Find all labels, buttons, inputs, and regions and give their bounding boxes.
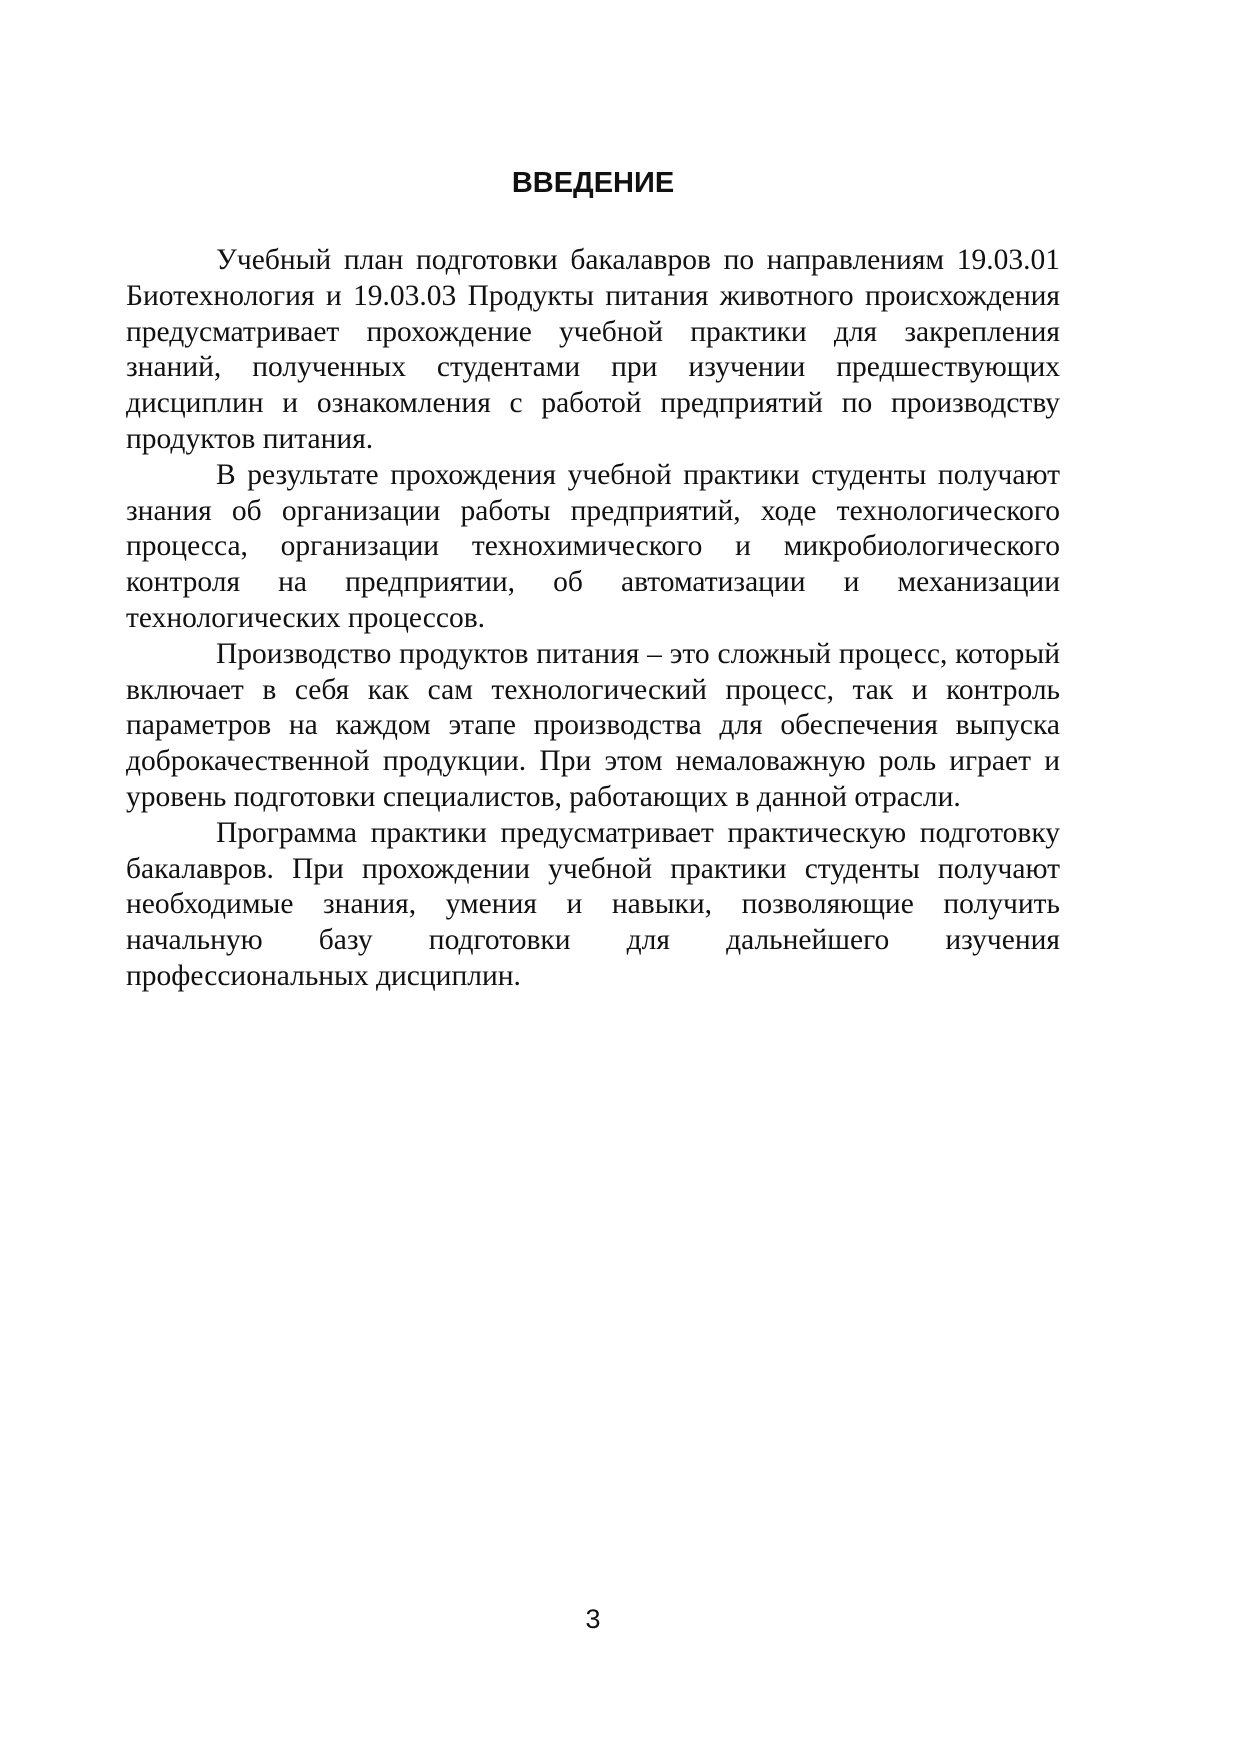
paragraph-2: В результате прохождения учебной практики студенты получают знания об организации работы предприятий, ходе технологического процесса, организации технохимического и микробиологического контроля на предприятии, об автоматизации и механизации технологических процессов. (126, 458, 1060, 634)
page-number: 3 (585, 1604, 601, 1634)
paragraph-3: Производство продуктов питания – это сложный процесс, который включает в себя как сам технологический процесс, так и контроль параметров на каждом этапе производства для обеспечения выпуска доброкачественной продукции. При этом немаловажную роль играет и уровень подготовки специалистов, работающих в данной отрасли. (126, 637, 1060, 813)
page-title: ВВЕДЕНИЕ (511, 167, 675, 199)
paragraph-1: Учебный план подготовки бакалавров по направлениям 19.03.01 Биотехнология и 19.03.03 Продукты питания животного происхождения предусматривает прохождение учебной практики для закрепления знаний, полученных студентами при изучении предшествующих дисциплин и ознакомления с работой предприятий по производству продуктов питания. (126, 244, 1060, 455)
paragraph-4: Программа практики предусматривает практическую подготовку бакалавров. При прохождении учебной практики студенты получают необходимые знания, умения и навыки, позволяющие получить начальную базу подготовки для дальнейшего изучения профессиональных дисциплин. (126, 816, 1060, 992)
body-text (126, 243, 1060, 995)
